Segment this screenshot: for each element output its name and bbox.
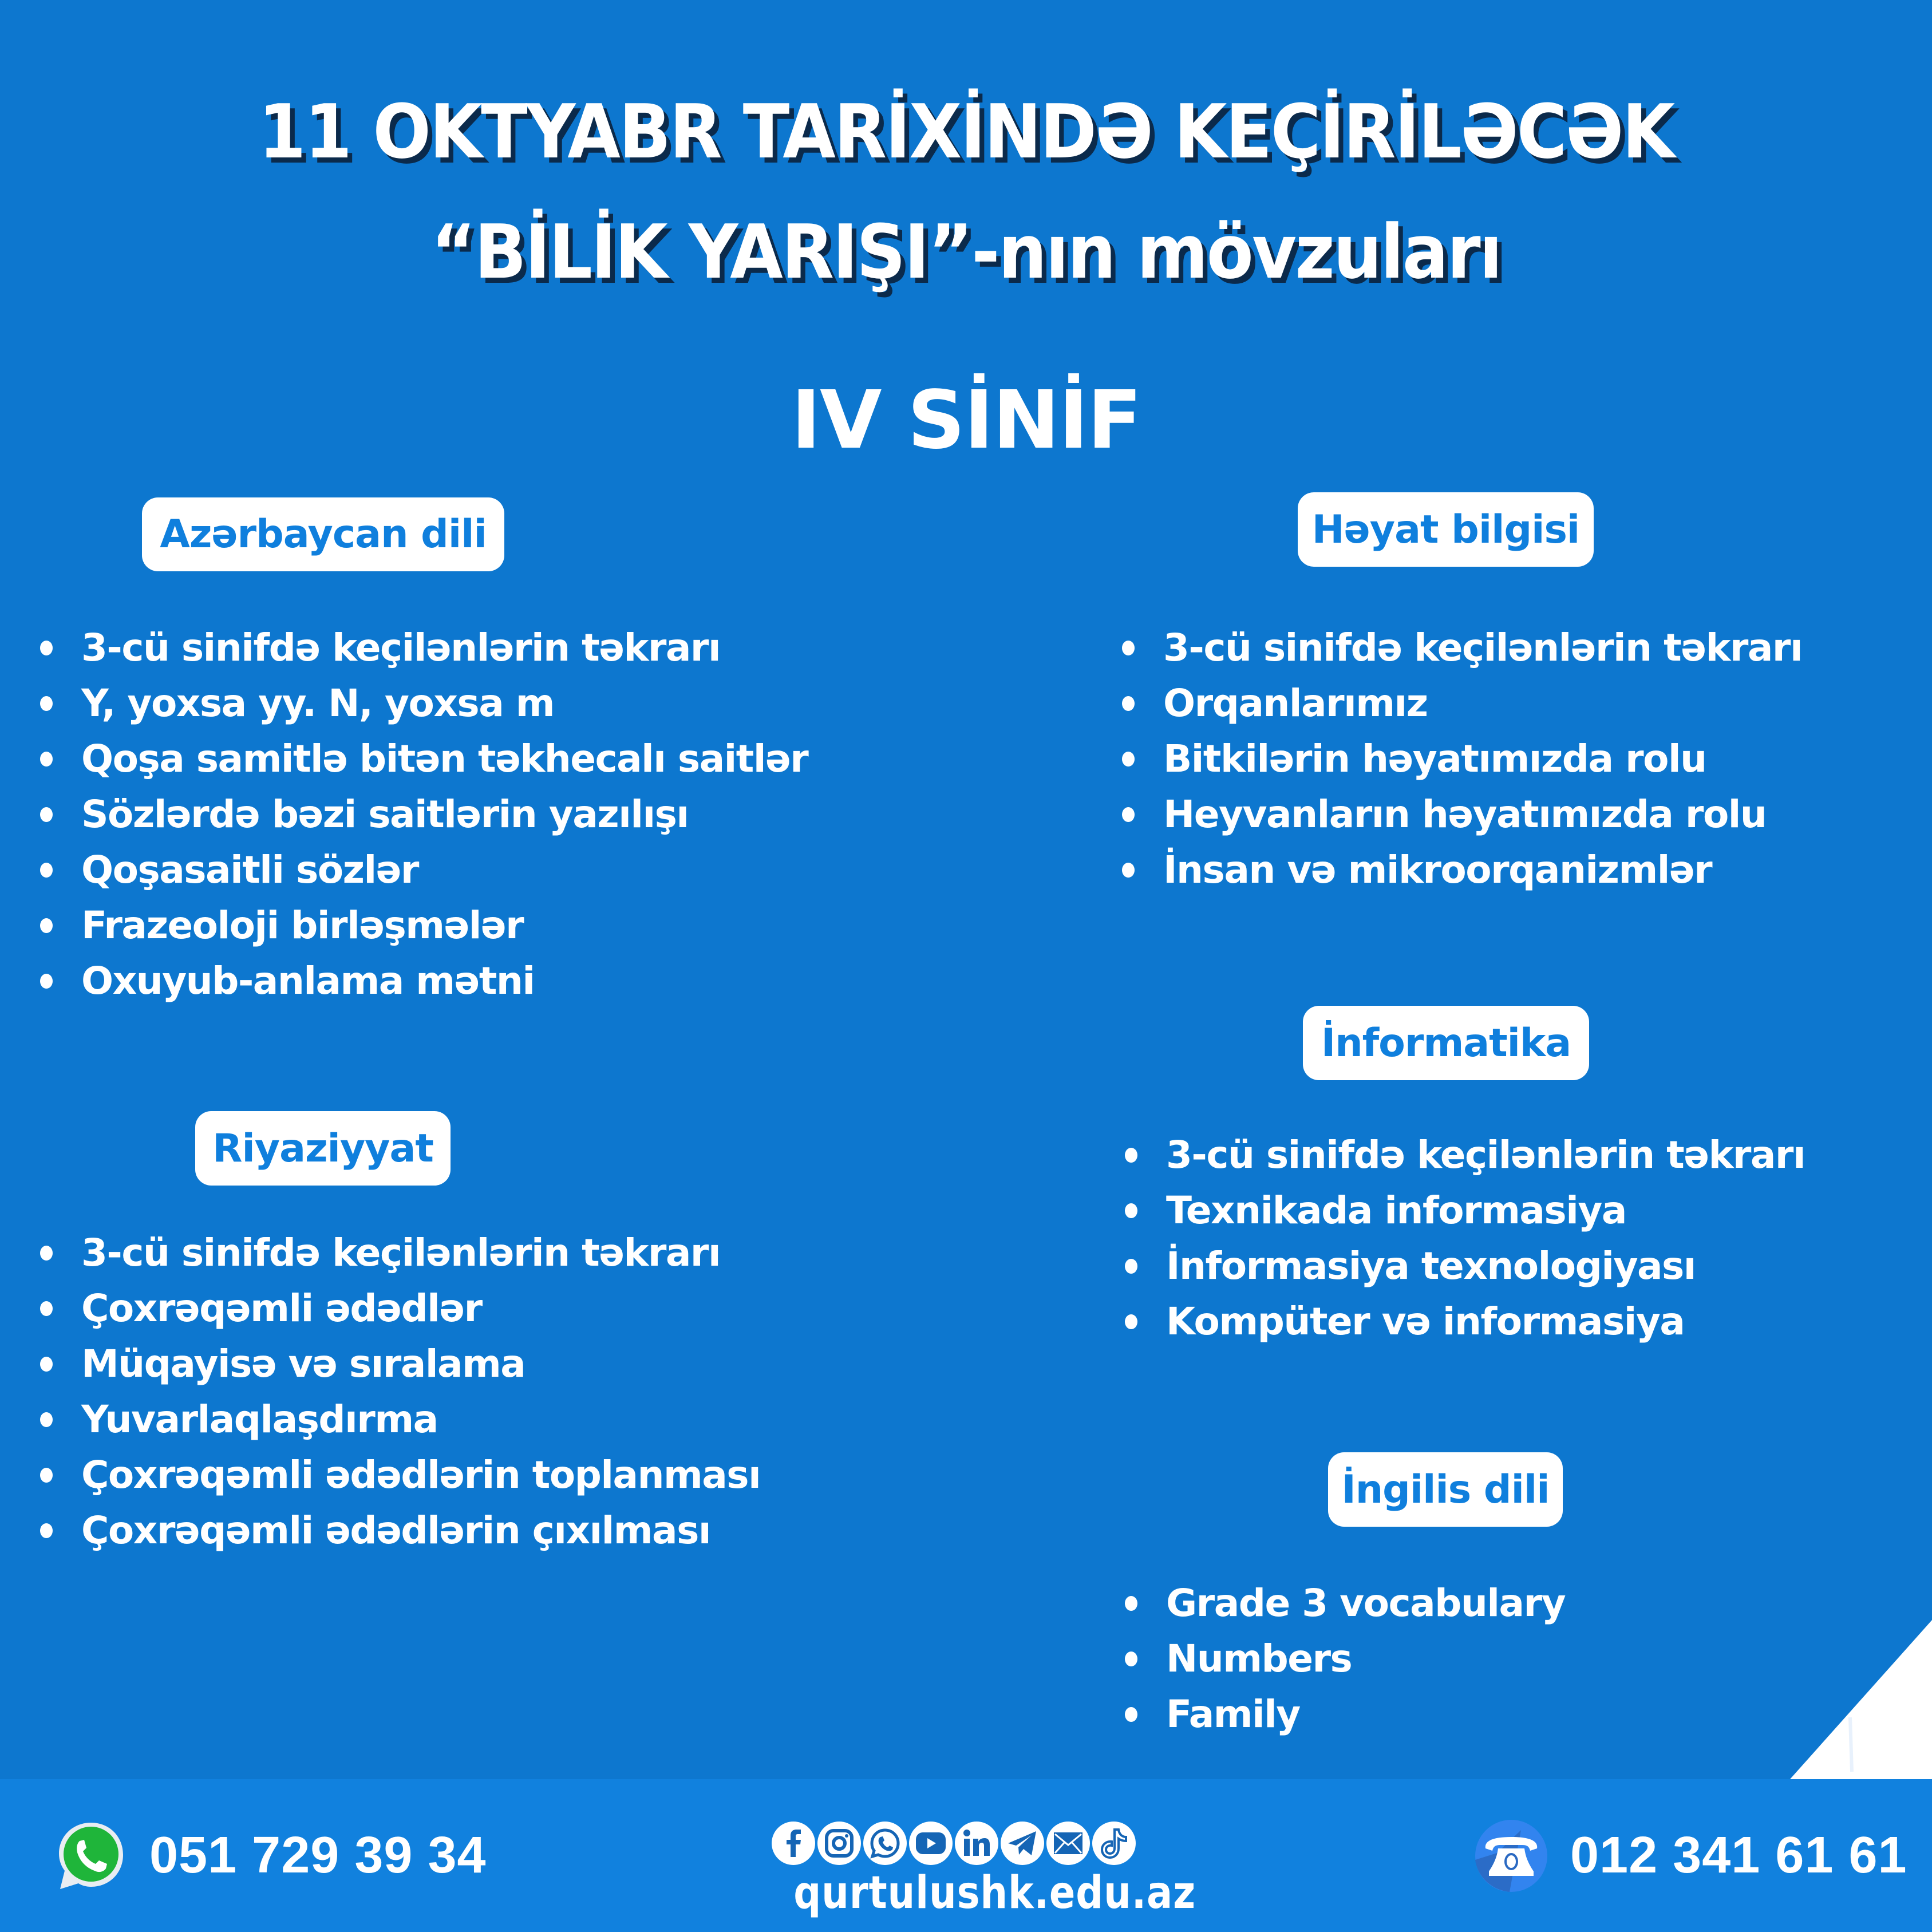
bullet-icon bbox=[1125, 1203, 1137, 1218]
subject-label: İngilis dili bbox=[1341, 1467, 1550, 1512]
bullet-icon bbox=[1125, 1148, 1137, 1163]
list-item bbox=[23, 1336, 760, 1392]
topic-text: Yuvarlaqlaşdırma bbox=[81, 1397, 438, 1441]
topic-list-ingilis-dili bbox=[1108, 1575, 1565, 1742]
instagram-icon[interactable] bbox=[817, 1822, 861, 1865]
topic-text: 3-cü sinifdə keçilənlərin təkrarı bbox=[1163, 626, 1803, 670]
bullet-icon bbox=[1122, 807, 1135, 822]
bullet-icon bbox=[1125, 1596, 1137, 1611]
bullet-icon bbox=[1125, 1652, 1137, 1666]
topic-text: Oxuyub-anlama mətni bbox=[81, 959, 535, 1003]
topic-text: Orqanlarımız bbox=[1163, 681, 1428, 725]
grade-title: IV SİNİF bbox=[791, 374, 1141, 467]
list-item bbox=[23, 898, 808, 953]
bullet-icon bbox=[40, 1523, 53, 1538]
bullet-icon bbox=[1125, 1259, 1137, 1274]
social-icons-row bbox=[772, 1822, 1136, 1865]
topic-text: Bitkilərin həyatımızda rolu bbox=[1163, 737, 1706, 781]
email-icon[interactable] bbox=[1046, 1822, 1090, 1865]
bullet-icon bbox=[40, 1468, 53, 1483]
topic-text: Family bbox=[1166, 1692, 1300, 1736]
headline-line-1: 11 OKTYABR TARİXİNDƏ KEÇİRİLƏCƏK bbox=[258, 88, 1674, 175]
bullet-icon bbox=[1122, 863, 1135, 878]
subject-pill-riyaziyyat bbox=[195, 1111, 451, 1186]
bullet-icon bbox=[40, 974, 53, 989]
subject-label: Riyaziyyat bbox=[212, 1125, 433, 1171]
topic-text: Sözlərdə bəzi saitlərin yazılışı bbox=[81, 792, 689, 836]
website-link[interactable]: qurtulushk.edu.az bbox=[793, 1867, 1196, 1919]
list-item bbox=[23, 1225, 760, 1281]
topic-text: İnsan və mikroorqanizmlər bbox=[1163, 848, 1712, 892]
topic-list-riyaziyyat bbox=[23, 1225, 760, 1558]
list-item bbox=[1105, 842, 1802, 898]
topic-list-informatika bbox=[1108, 1127, 1805, 1349]
topic-text: Kompüter və informasiya bbox=[1166, 1299, 1685, 1344]
topic-text: 3-cü sinifdə keçilənlərin təkrarı bbox=[81, 1231, 721, 1275]
subject-label: İnformatika bbox=[1321, 1020, 1571, 1066]
whatsapp-phone-number[interactable]: 051 729 39 34 bbox=[149, 1827, 487, 1884]
bullet-icon bbox=[1122, 641, 1135, 655]
whatsapp-social-icon[interactable] bbox=[863, 1822, 907, 1865]
list-item bbox=[23, 731, 808, 787]
tiktok-icon[interactable] bbox=[1092, 1822, 1136, 1865]
subject-pill-heyat-bilgisi bbox=[1298, 492, 1594, 567]
bullet-icon bbox=[1122, 696, 1135, 711]
topic-text: 3-cü sinifdə keçilənlərin təkrarı bbox=[81, 626, 721, 670]
bullet-icon bbox=[40, 1301, 53, 1316]
list-item bbox=[23, 1392, 760, 1447]
bullet-icon bbox=[40, 1412, 53, 1427]
list-item bbox=[1108, 1686, 1565, 1742]
list-item bbox=[1108, 1127, 1805, 1183]
linkedin-icon[interactable] bbox=[955, 1822, 998, 1865]
topic-text: Çoxrəqəmli ədədlərin çıxılması bbox=[81, 1508, 710, 1552]
list-item bbox=[1105, 787, 1802, 842]
landline-contact[interactable] bbox=[1474, 1779, 1907, 1932]
topic-text: Çoxrəqəmli ədədlər bbox=[81, 1286, 482, 1330]
list-item bbox=[1108, 1631, 1565, 1686]
list-item bbox=[1108, 1294, 1805, 1349]
subject-pill-informatika bbox=[1303, 1006, 1589, 1080]
bullet-icon bbox=[40, 752, 53, 767]
facebook-icon[interactable] bbox=[772, 1822, 815, 1865]
bullet-icon bbox=[1125, 1707, 1137, 1722]
subject-label: Azərbaycan dili bbox=[160, 512, 487, 557]
bullet-icon bbox=[40, 918, 53, 933]
topic-text: İnformasiya texnologiyası bbox=[1166, 1244, 1696, 1288]
topic-text: Numbers bbox=[1166, 1637, 1352, 1681]
list-item bbox=[23, 1281, 760, 1336]
topic-text: Y, yoxsa yy. N, yoxsa m bbox=[81, 681, 554, 725]
bullet-icon bbox=[40, 696, 53, 711]
topic-text: Çoxrəqəmli ədədlərin toplanması bbox=[81, 1453, 761, 1497]
list-item bbox=[1105, 731, 1802, 787]
list-item bbox=[1108, 1183, 1805, 1238]
bullet-icon bbox=[40, 807, 53, 822]
topic-text: Qoşa samitlə bitən təkhecalı saitlər bbox=[81, 737, 808, 781]
topic-list-heyat-bilgisi bbox=[1105, 620, 1802, 898]
headline bbox=[0, 86, 1932, 298]
bullet-icon bbox=[40, 641, 53, 655]
subject-pill-ingilis-dili bbox=[1328, 1452, 1563, 1527]
list-item bbox=[23, 842, 808, 898]
subject-pill-azerbaycan-dili bbox=[142, 497, 504, 571]
topic-text: Texnikada informasiya bbox=[1166, 1188, 1626, 1232]
list-item bbox=[1108, 1238, 1805, 1294]
whatsapp-icon bbox=[54, 1819, 128, 1893]
telephone-icon bbox=[1474, 1819, 1548, 1893]
list-item bbox=[23, 1503, 760, 1558]
list-item bbox=[23, 787, 808, 842]
list-item bbox=[23, 1447, 760, 1503]
topic-text: Qoşasaitli sözlər bbox=[81, 848, 418, 892]
topic-text: Heyvanların həyatımızda rolu bbox=[1163, 792, 1767, 836]
topic-text: Müqayisə və sıralama bbox=[81, 1342, 526, 1386]
list-item bbox=[23, 675, 808, 731]
list-item bbox=[1105, 675, 1802, 731]
bullet-icon bbox=[40, 1246, 53, 1261]
bullet-icon bbox=[1122, 752, 1135, 767]
topic-text: Frazeoloji birləşmələr bbox=[81, 903, 524, 947]
youtube-icon[interactable] bbox=[909, 1822, 953, 1865]
list-item bbox=[23, 953, 808, 1009]
telegram-icon[interactable] bbox=[1001, 1822, 1044, 1865]
list-item bbox=[23, 620, 808, 675]
landline-phone-number[interactable]: 012 341 61 61 bbox=[1570, 1827, 1907, 1884]
topic-text: 3-cü sinifdə keçilənlərin təkrarı bbox=[1166, 1133, 1805, 1177]
whatsapp-contact[interactable] bbox=[54, 1779, 487, 1932]
bullet-icon bbox=[40, 863, 53, 878]
bullet-icon bbox=[40, 1357, 53, 1372]
headline-line-2: “BİLİK YARIŞI”-nın mövzuları bbox=[430, 208, 1502, 295]
topic-text: Grade 3 vocabulary bbox=[1166, 1581, 1566, 1625]
subject-label: Həyat bilgisi bbox=[1311, 507, 1580, 552]
bullet-icon bbox=[1125, 1314, 1137, 1329]
list-item bbox=[1108, 1575, 1565, 1631]
topic-list-azerbaycan-dili bbox=[23, 620, 808, 1009]
list-item bbox=[1105, 620, 1802, 675]
